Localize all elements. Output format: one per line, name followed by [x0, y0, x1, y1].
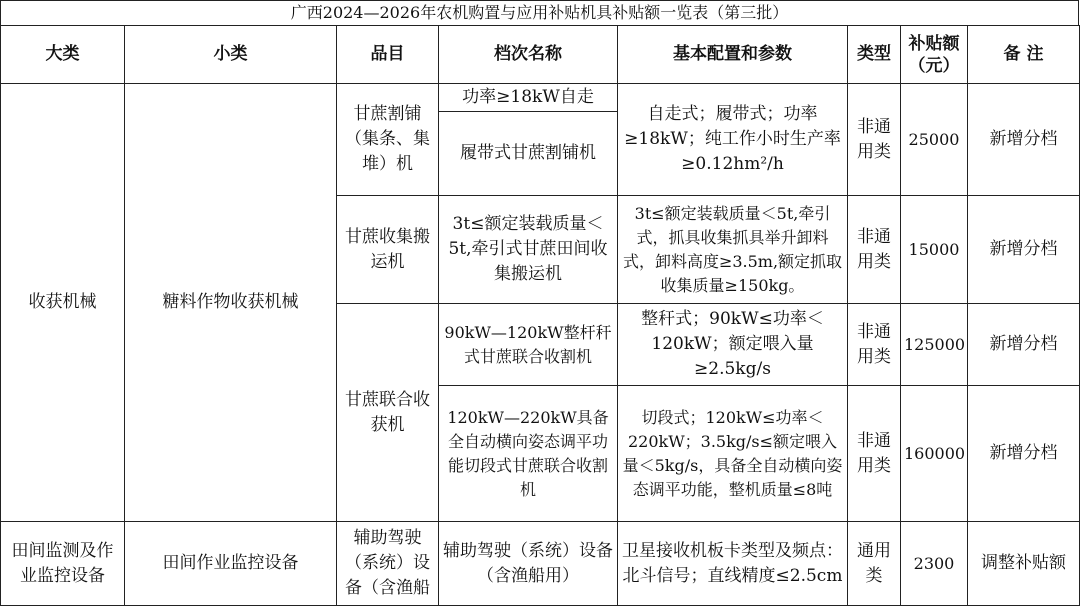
- cell-subsidy: 125000: [901, 304, 968, 386]
- cell-type: 非通用类: [848, 84, 901, 196]
- cell-note: 调整补贴额: [968, 522, 1080, 606]
- cell-grade: 履带式甘蔗割铺机: [439, 112, 618, 196]
- header-row: [1, 26, 1080, 84]
- header-subsidy-line1: 补贴额: [908, 33, 960, 54]
- table-title: 广西2024—2026年农机购置与应用补贴机具补贴额一览表（第三批）: [0, 0, 1079, 26]
- cell-subsidy: 25000: [901, 84, 968, 196]
- header-grade: 档次名称: [439, 26, 618, 84]
- header-note: 备 注: [968, 26, 1080, 84]
- cell-minor: 田间作业监控设备: [125, 522, 337, 606]
- cell-grade: 3t≤额定装载质量＜5t,牵引式甘蔗田间收集搬运机: [439, 196, 618, 304]
- cell-subsidy: 2300: [901, 522, 968, 606]
- cell-note: 新增分档: [968, 84, 1080, 196]
- subsidy-table: [0, 25, 1080, 606]
- cell-item: 甘蔗收集搬运机: [337, 196, 439, 304]
- cell-config: 切段式；120kW≤功率＜220kW；3.5kg/s≤额定喂入量＜5kg/s，具备全自动横向姿态调平功能，整机质量≤8吨: [618, 386, 848, 522]
- header-major: 大类: [1, 26, 125, 84]
- cell-major: 田间监测及作业监控设备: [1, 522, 125, 606]
- cell-item: 甘蔗割铺（集条、集堆）机: [337, 84, 439, 196]
- cell-note: 新增分档: [968, 304, 1080, 386]
- cell-grade: 90kW—120kW整杆秆式甘蔗联合收割机: [439, 304, 618, 386]
- cell-type: 非通用类: [848, 304, 901, 386]
- header-subsidy: [901, 26, 968, 84]
- cell-type: 非通用类: [848, 196, 901, 304]
- cell-grade: 辅助驾驶（系统）设备（含渔船用）: [439, 522, 618, 606]
- table-row: [1, 522, 1080, 606]
- cell-note: 新增分档: [968, 386, 1080, 522]
- cell-minor: 糖料作物收获机械: [125, 84, 337, 522]
- cell-type: 非通用类: [848, 386, 901, 522]
- header-type: 类型: [848, 26, 901, 84]
- cell-subsidy: 160000: [901, 386, 968, 522]
- cell-config: 卫星接收机板卡类型及频点：北斗信号；直线精度≤2.5cm: [618, 522, 848, 606]
- header-config: 基本配置和参数: [618, 26, 848, 84]
- cell-subsidy: 15000: [901, 196, 968, 304]
- cell-major: 收获机械: [1, 84, 125, 522]
- header-minor: 小类: [125, 26, 337, 84]
- cell-item: 辅助驾驶（系统）设备（含渔船: [337, 522, 439, 606]
- cell-config: 自走式；履带式；功率≥18kW；纯工作小时生产率≥0.12hm²/h: [618, 84, 848, 196]
- cell-config: 3t≤额定装载质量＜5t,牵引式，抓具收集抓具举升卸料式，卸料高度≥3.5m,额定抓取收集质量≥150kg。: [618, 196, 848, 304]
- cell-note: 新增分档: [968, 196, 1080, 304]
- cell-type: 通用类: [848, 522, 901, 606]
- header-item: 品目: [337, 26, 439, 84]
- cell-grade: 120kW—220kW具备全自动横向姿态调平功能切段式甘蔗联合收割机: [439, 386, 618, 522]
- cell-item: 甘蔗联合收获机: [337, 304, 439, 522]
- header-subsidy-line2: （元）: [908, 55, 960, 76]
- table-row: [1, 84, 1080, 112]
- cell-config: 整秆式；90kW≤功率＜120kW；额定喂入量≥2.5kg/s: [618, 304, 848, 386]
- cell-grade: 功率≥18kW自走: [439, 84, 618, 112]
